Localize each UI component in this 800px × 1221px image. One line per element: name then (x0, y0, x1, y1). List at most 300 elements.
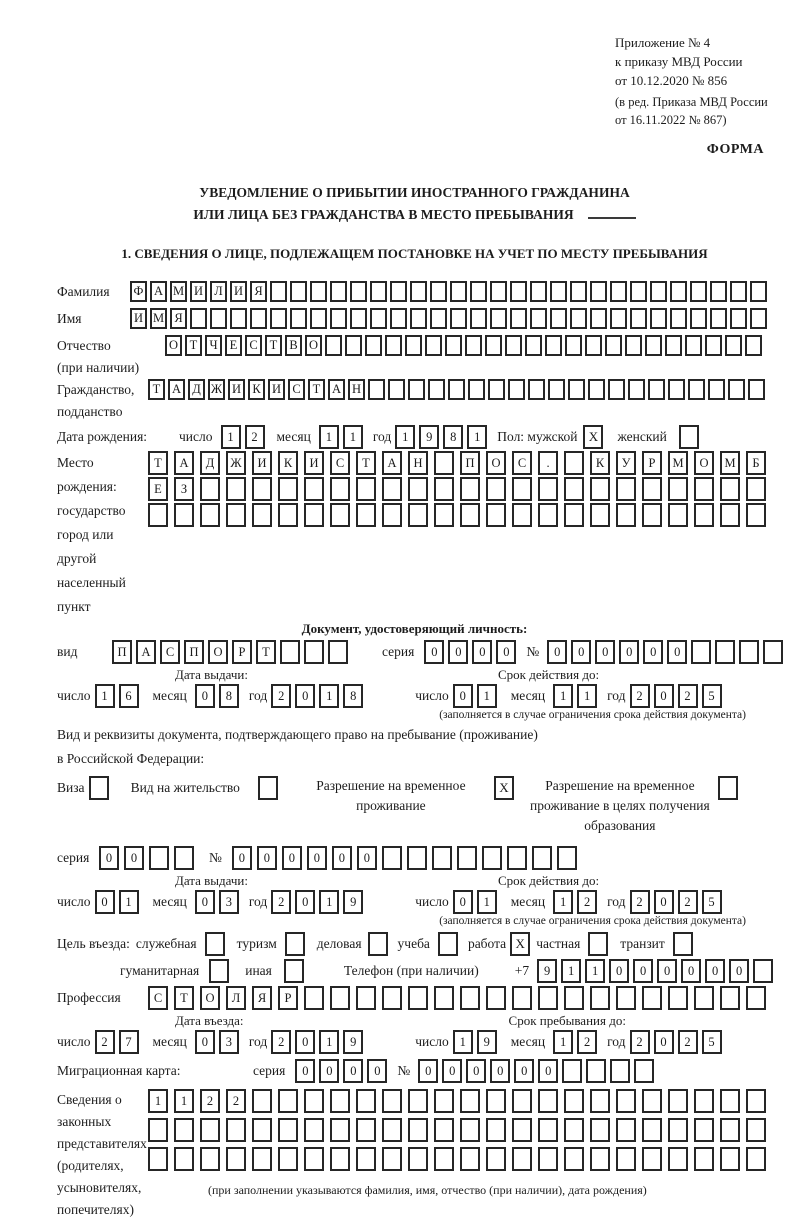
char-cell: П (112, 640, 132, 664)
purpose-opt-label: служебная (135, 936, 197, 951)
char-cell (290, 308, 307, 329)
residence-series-row (57, 846, 772, 870)
char-cell (226, 1118, 246, 1142)
entry-date-title: Дата въезда: (175, 1013, 244, 1028)
char-cell (210, 308, 227, 329)
form-label: ФОРМА (706, 142, 764, 157)
char-cell (564, 1118, 584, 1142)
char-cell: И (304, 451, 324, 475)
char-cell (528, 379, 545, 400)
purpose-opt-label: частная (536, 936, 581, 951)
char-cell (408, 379, 425, 400)
char-cell (382, 477, 402, 501)
char-cell: 0 (705, 959, 725, 983)
temp-residence-edu-label: Разрешение на временное проживание в целях получения образования (530, 778, 710, 833)
char-cell: 2 (271, 1030, 291, 1054)
month-label: месяц (510, 894, 546, 909)
char-cell: 0 (332, 846, 352, 870)
identity-doc-date-titles (57, 667, 772, 683)
phone-cells[interactable] (537, 959, 777, 983)
char-cell (538, 1147, 558, 1171)
year-label: год (607, 688, 626, 703)
char-cell (739, 640, 759, 664)
char-cell: 2 (678, 890, 698, 914)
char-cell: 0 (609, 959, 629, 983)
char-cell (270, 281, 287, 302)
residence-options-row (57, 776, 772, 836)
char-cell: 8 (343, 684, 363, 708)
char-cell (570, 281, 587, 302)
birth-date-label: Дата рождения: (57, 429, 148, 444)
stay-month-cells[interactable] (553, 1030, 601, 1054)
char-cell (568, 379, 585, 400)
char-cell (350, 281, 367, 302)
char-cell (670, 281, 687, 302)
char-cell (763, 640, 783, 664)
valid-year-cells[interactable] (630, 684, 726, 708)
char-cell (668, 477, 688, 501)
purpose-opt-label: гуманитарная (120, 963, 200, 978)
sex-male-checkbox[interactable]: X (583, 425, 603, 449)
profession-label: Профессия (57, 990, 121, 1005)
char-cell (434, 1089, 454, 1113)
char-cell (530, 308, 547, 329)
char-cell (746, 1118, 766, 1142)
char-cell (720, 1118, 740, 1142)
purpose-opt-label: туризм (236, 936, 277, 951)
char-cell: Т (356, 451, 376, 475)
char-cell (486, 986, 506, 1010)
firstname-row (57, 308, 772, 330)
birth-day-cells[interactable] (221, 425, 269, 449)
char-cell: М (170, 281, 187, 302)
char-cell: Н (348, 379, 365, 400)
purpose-business-checkbox[interactable] (205, 932, 225, 956)
char-cell: 2 (577, 890, 597, 914)
month-label: месяц (152, 894, 187, 909)
birth-place-cells-block (148, 451, 772, 529)
appendix-line: Приложение № 4 (615, 35, 711, 50)
sex-female-checkbox[interactable] (679, 425, 699, 449)
day-label: число (415, 688, 449, 703)
char-cell: . (538, 451, 558, 475)
residence-issue-year-cells[interactable] (271, 890, 367, 914)
citizenship-cells[interactable] (148, 379, 768, 400)
char-cell: О (305, 335, 322, 356)
char-cell: 0 (571, 640, 591, 664)
char-cell: Т (148, 451, 168, 475)
char-cell (690, 281, 707, 302)
char-cell (642, 1089, 662, 1113)
char-cell: 0 (595, 640, 615, 664)
char-cell (226, 1147, 246, 1171)
char-cell: 3 (219, 890, 239, 914)
residence-dates-row (57, 890, 772, 914)
patronymic-row (57, 335, 772, 379)
char-cell (720, 1147, 740, 1171)
char-cell: Т (185, 335, 202, 356)
char-cell (252, 503, 272, 527)
issue-day-cells[interactable] (95, 684, 143, 708)
residence-doc-line1: Вид и реквизиты документа, подтверждающего право на пребывание (проживание) (57, 727, 538, 742)
migration-series-cells[interactable] (295, 1059, 391, 1083)
purpose-opt-label: иная (245, 963, 272, 978)
char-cell (590, 477, 610, 501)
valid-day-cells[interactable] (453, 684, 501, 708)
birth-year-label: год (372, 429, 392, 444)
stay-year-cells[interactable] (630, 1030, 726, 1054)
birth-place-cells-row1[interactable] (148, 451, 772, 475)
char-cell: 0 (295, 890, 315, 914)
char-cell (616, 986, 636, 1010)
char-cell (550, 281, 567, 302)
char-cell: 0 (514, 1059, 534, 1083)
purpose-label: Цель въезда: (57, 936, 130, 951)
char-cell (382, 846, 402, 870)
char-cell (200, 1118, 220, 1142)
char-cell: 1 (467, 425, 487, 449)
year-label: год (607, 1034, 626, 1049)
birth-date-row (57, 425, 772, 449)
temp-residence-edu-checkbox[interactable] (718, 776, 738, 800)
char-cell (616, 503, 636, 527)
char-cell: 5 (702, 684, 722, 708)
representatives-cells-row2[interactable] (148, 1118, 772, 1142)
doc-number-cells[interactable] (547, 640, 787, 664)
purpose-private-checkbox[interactable] (588, 932, 608, 956)
entry-day-cells[interactable] (95, 1030, 143, 1054)
char-cell: 6 (119, 684, 139, 708)
char-cell: 2 (271, 684, 291, 708)
char-cell: Д (200, 451, 220, 475)
char-cell (532, 846, 552, 870)
surname-label: Фамилия (57, 284, 110, 299)
char-cell: 0 (657, 959, 677, 983)
char-cell: 1 (553, 890, 573, 914)
char-cell: 0 (619, 640, 639, 664)
citizenship-row (57, 379, 772, 423)
char-cell (668, 1089, 688, 1113)
char-cell (691, 640, 711, 664)
patronymic-cells[interactable] (165, 335, 765, 356)
char-cell (688, 379, 705, 400)
residence-series-label: серия (57, 850, 90, 865)
residence-valid-month-cells[interactable] (553, 890, 601, 914)
purpose-commercial-checkbox[interactable] (368, 932, 388, 956)
char-cell: 0 (681, 959, 701, 983)
char-cell: М (150, 308, 167, 329)
char-cell: 1 (585, 959, 605, 983)
char-cell: 1 (174, 1089, 194, 1113)
char-cell (330, 503, 350, 527)
char-cell (408, 1118, 428, 1142)
char-cell: М (720, 451, 740, 475)
char-cell (382, 1089, 402, 1113)
char-cell (538, 477, 558, 501)
visa-checkbox[interactable] (89, 776, 109, 800)
char-cell (512, 1089, 532, 1113)
migration-number-cells[interactable] (418, 1059, 658, 1083)
char-cell (356, 1147, 376, 1171)
char-cell (590, 1118, 610, 1142)
section1-heading: 1. СВЕДЕНИЯ О ЛИЦЕ, ПОДЛЕЖАЩЕМ ПОСТАНОВКЕ НА УЧЕТ ПО МЕСТУ ПРЕБЫВАНИЯ (121, 246, 708, 261)
migration-number-label: № (397, 1063, 411, 1078)
char-cell (562, 1059, 582, 1083)
residence-number-cells[interactable] (232, 846, 582, 870)
char-cell (725, 335, 742, 356)
char-cell (448, 379, 465, 400)
temp-residence-checkbox[interactable]: X (494, 776, 514, 800)
char-cell (434, 1118, 454, 1142)
char-cell: 1 (95, 684, 115, 708)
char-cell: Т (148, 379, 165, 400)
stay-day-cells[interactable] (453, 1030, 501, 1054)
purpose-humanitarian-checkbox[interactable] (209, 959, 229, 983)
char-cell: Е (148, 477, 168, 501)
char-cell: 2 (226, 1089, 246, 1113)
representatives-cells-row3[interactable] (148, 1147, 772, 1171)
char-cell (278, 503, 298, 527)
char-cell (548, 379, 565, 400)
residence-valid-day-cells[interactable] (453, 890, 501, 914)
char-cell (434, 451, 454, 475)
char-cell (708, 379, 725, 400)
issue-date-title: Дата выдачи: (175, 873, 249, 888)
purpose-work-checkbox[interactable]: X (510, 932, 530, 956)
firstname-cells[interactable] (130, 308, 770, 329)
char-cell: 2 (630, 890, 650, 914)
char-cell (356, 477, 376, 501)
char-cell: 1 (553, 1030, 573, 1054)
char-cell: 8 (219, 684, 239, 708)
char-cell: 1 (319, 684, 339, 708)
char-cell (230, 308, 247, 329)
patronymic-label: Отчество (при наличии) (57, 338, 140, 375)
char-cell (710, 308, 727, 329)
year-label: год (248, 1034, 268, 1049)
char-cell: 0 (633, 959, 653, 983)
doc-kind-cells[interactable] (112, 640, 352, 664)
identity-doc-dates-row (57, 684, 772, 708)
char-cell: З (174, 477, 194, 501)
char-cell (746, 1147, 766, 1171)
day-label: число (57, 688, 91, 703)
char-cell (430, 281, 447, 302)
char-cell: 0 (367, 1059, 387, 1083)
char-cell: 0 (95, 890, 115, 914)
char-cell: Я (252, 986, 272, 1010)
purpose-other-checkbox[interactable] (284, 959, 304, 983)
char-cell (252, 477, 272, 501)
char-cell (746, 1089, 766, 1113)
char-cell (174, 503, 194, 527)
char-cell (365, 335, 382, 356)
char-cell (485, 335, 502, 356)
char-cell: 5 (702, 890, 722, 914)
char-cell (304, 1118, 324, 1142)
char-cell (148, 503, 168, 527)
char-cell (174, 1147, 194, 1171)
char-cell (330, 1147, 350, 1171)
char-cell: 0 (496, 640, 516, 664)
residence-series-cells[interactable] (99, 846, 199, 870)
char-cell: 1 (395, 425, 415, 449)
char-cell (665, 335, 682, 356)
char-cell (330, 986, 350, 1010)
char-cell (564, 503, 584, 527)
doc-series-cells[interactable] (424, 640, 520, 664)
char-cell (605, 335, 622, 356)
char-cell (345, 335, 362, 356)
char-cell: У (616, 451, 636, 475)
char-cell (538, 1118, 558, 1142)
char-cell (564, 986, 584, 1010)
char-cell (616, 1147, 636, 1171)
char-cell (670, 308, 687, 329)
birth-place-cells-row2[interactable] (148, 477, 772, 501)
residence-doc-note: (заполняется в случае ограничения срока действия документа) (439, 915, 746, 927)
char-cell (694, 503, 714, 527)
purpose-transit-checkbox[interactable] (673, 932, 693, 956)
sex-female-label: женский (617, 429, 667, 444)
char-cell (368, 379, 385, 400)
char-cell: А (174, 451, 194, 475)
char-cell (507, 846, 527, 870)
title-line2: ИЛИ ЛИЦА БЕЗ ГРАЖДАНСТВА В МЕСТО ПРЕБЫВАНИЯ (193, 207, 574, 222)
day-label: число (415, 1034, 449, 1049)
char-cell: 0 (654, 890, 674, 914)
char-cell (668, 1118, 688, 1142)
char-cell: 0 (295, 1030, 315, 1054)
char-cell: Р (278, 986, 298, 1010)
birth-month-cells[interactable] (319, 425, 367, 449)
char-cell: 1 (119, 890, 139, 914)
char-cell: 0 (232, 846, 252, 870)
char-cell (564, 1147, 584, 1171)
residence-permit-checkbox[interactable] (258, 776, 278, 800)
char-cell: А (168, 379, 185, 400)
char-cell: 0 (99, 846, 119, 870)
entry-year-cells[interactable] (271, 1030, 367, 1054)
char-cell: 0 (547, 640, 567, 664)
char-cell (668, 1147, 688, 1171)
residence-issue-day-cells[interactable] (95, 890, 143, 914)
sex-label: Пол: мужской (497, 429, 578, 444)
char-cell (385, 335, 402, 356)
char-cell: С (512, 451, 532, 475)
char-cell: Т (308, 379, 325, 400)
title-underline (588, 207, 636, 219)
char-cell (356, 1118, 376, 1142)
phone-prefix: +7 (514, 963, 530, 978)
char-cell (408, 477, 428, 501)
entry-month-cells[interactable] (195, 1030, 243, 1054)
day-label: число (57, 894, 91, 909)
char-cell: 1 (477, 684, 497, 708)
char-cell (482, 846, 502, 870)
char-cell: 9 (537, 959, 557, 983)
residence-valid-year-cells[interactable] (630, 890, 726, 914)
purpose-study-checkbox[interactable] (438, 932, 458, 956)
representatives-cells-row1[interactable] (148, 1089, 772, 1113)
month-label: месяц (152, 1034, 187, 1049)
issue-month-cells[interactable] (195, 684, 243, 708)
char-cell: 1 (319, 425, 339, 449)
char-cell (585, 335, 602, 356)
char-cell (252, 1147, 272, 1171)
profession-cells[interactable] (148, 986, 772, 1010)
char-cell: С (160, 640, 180, 664)
char-cell: Я (170, 308, 187, 329)
char-cell (330, 281, 347, 302)
char-cell (505, 335, 522, 356)
valid-month-cells[interactable] (553, 684, 601, 708)
char-cell (278, 477, 298, 501)
residence-issue-month-cells[interactable] (195, 890, 243, 914)
representatives-note: (при заполнении указываются фамилия, имя, отчество (при наличии), дата рождения) (208, 1183, 647, 1197)
char-cell (720, 477, 740, 501)
phone-label: Телефон (при наличии) (343, 963, 479, 978)
birth-year-cells[interactable] (395, 425, 491, 449)
char-cell (557, 846, 577, 870)
char-cell (325, 335, 342, 356)
char-cell (694, 477, 714, 501)
char-cell (730, 281, 747, 302)
char-cell: О (200, 986, 220, 1010)
char-cell: К (278, 451, 298, 475)
issue-date-title: Дата выдачи: (175, 667, 249, 682)
char-cell: 2 (245, 425, 265, 449)
char-cell (200, 503, 220, 527)
char-cell (434, 986, 454, 1010)
char-cell: И (130, 308, 147, 329)
char-cell (190, 308, 207, 329)
char-cell: 0 (424, 640, 444, 664)
char-cell (304, 477, 324, 501)
char-cell: 5 (702, 1030, 722, 1054)
purpose-tourism-checkbox[interactable] (285, 932, 305, 956)
char-cell (745, 335, 762, 356)
char-cell (460, 477, 480, 501)
char-cell (410, 281, 427, 302)
revision-block (615, 93, 772, 129)
char-cell (470, 281, 487, 302)
char-cell (486, 503, 506, 527)
char-cell (310, 281, 327, 302)
char-cell: 0 (654, 1030, 674, 1054)
visa-label: Виза (57, 780, 85, 795)
char-cell (390, 308, 407, 329)
surname-row (57, 281, 772, 303)
issue-year-cells[interactable] (271, 684, 367, 708)
birth-place-cells-row3[interactable] (148, 503, 772, 527)
char-cell (750, 308, 767, 329)
char-cell: 1 (477, 890, 497, 914)
char-cell: Н (408, 451, 428, 475)
char-cell (445, 335, 462, 356)
char-cell (694, 1089, 714, 1113)
char-cell (486, 1147, 506, 1171)
char-cell (616, 1089, 636, 1113)
char-cell: 0 (442, 1059, 462, 1083)
char-cell (730, 308, 747, 329)
char-cell (278, 1147, 298, 1171)
char-cell (564, 477, 584, 501)
surname-cells[interactable] (130, 281, 770, 302)
char-cell: 1 (319, 890, 339, 914)
char-cell (610, 281, 627, 302)
char-cell (434, 503, 454, 527)
